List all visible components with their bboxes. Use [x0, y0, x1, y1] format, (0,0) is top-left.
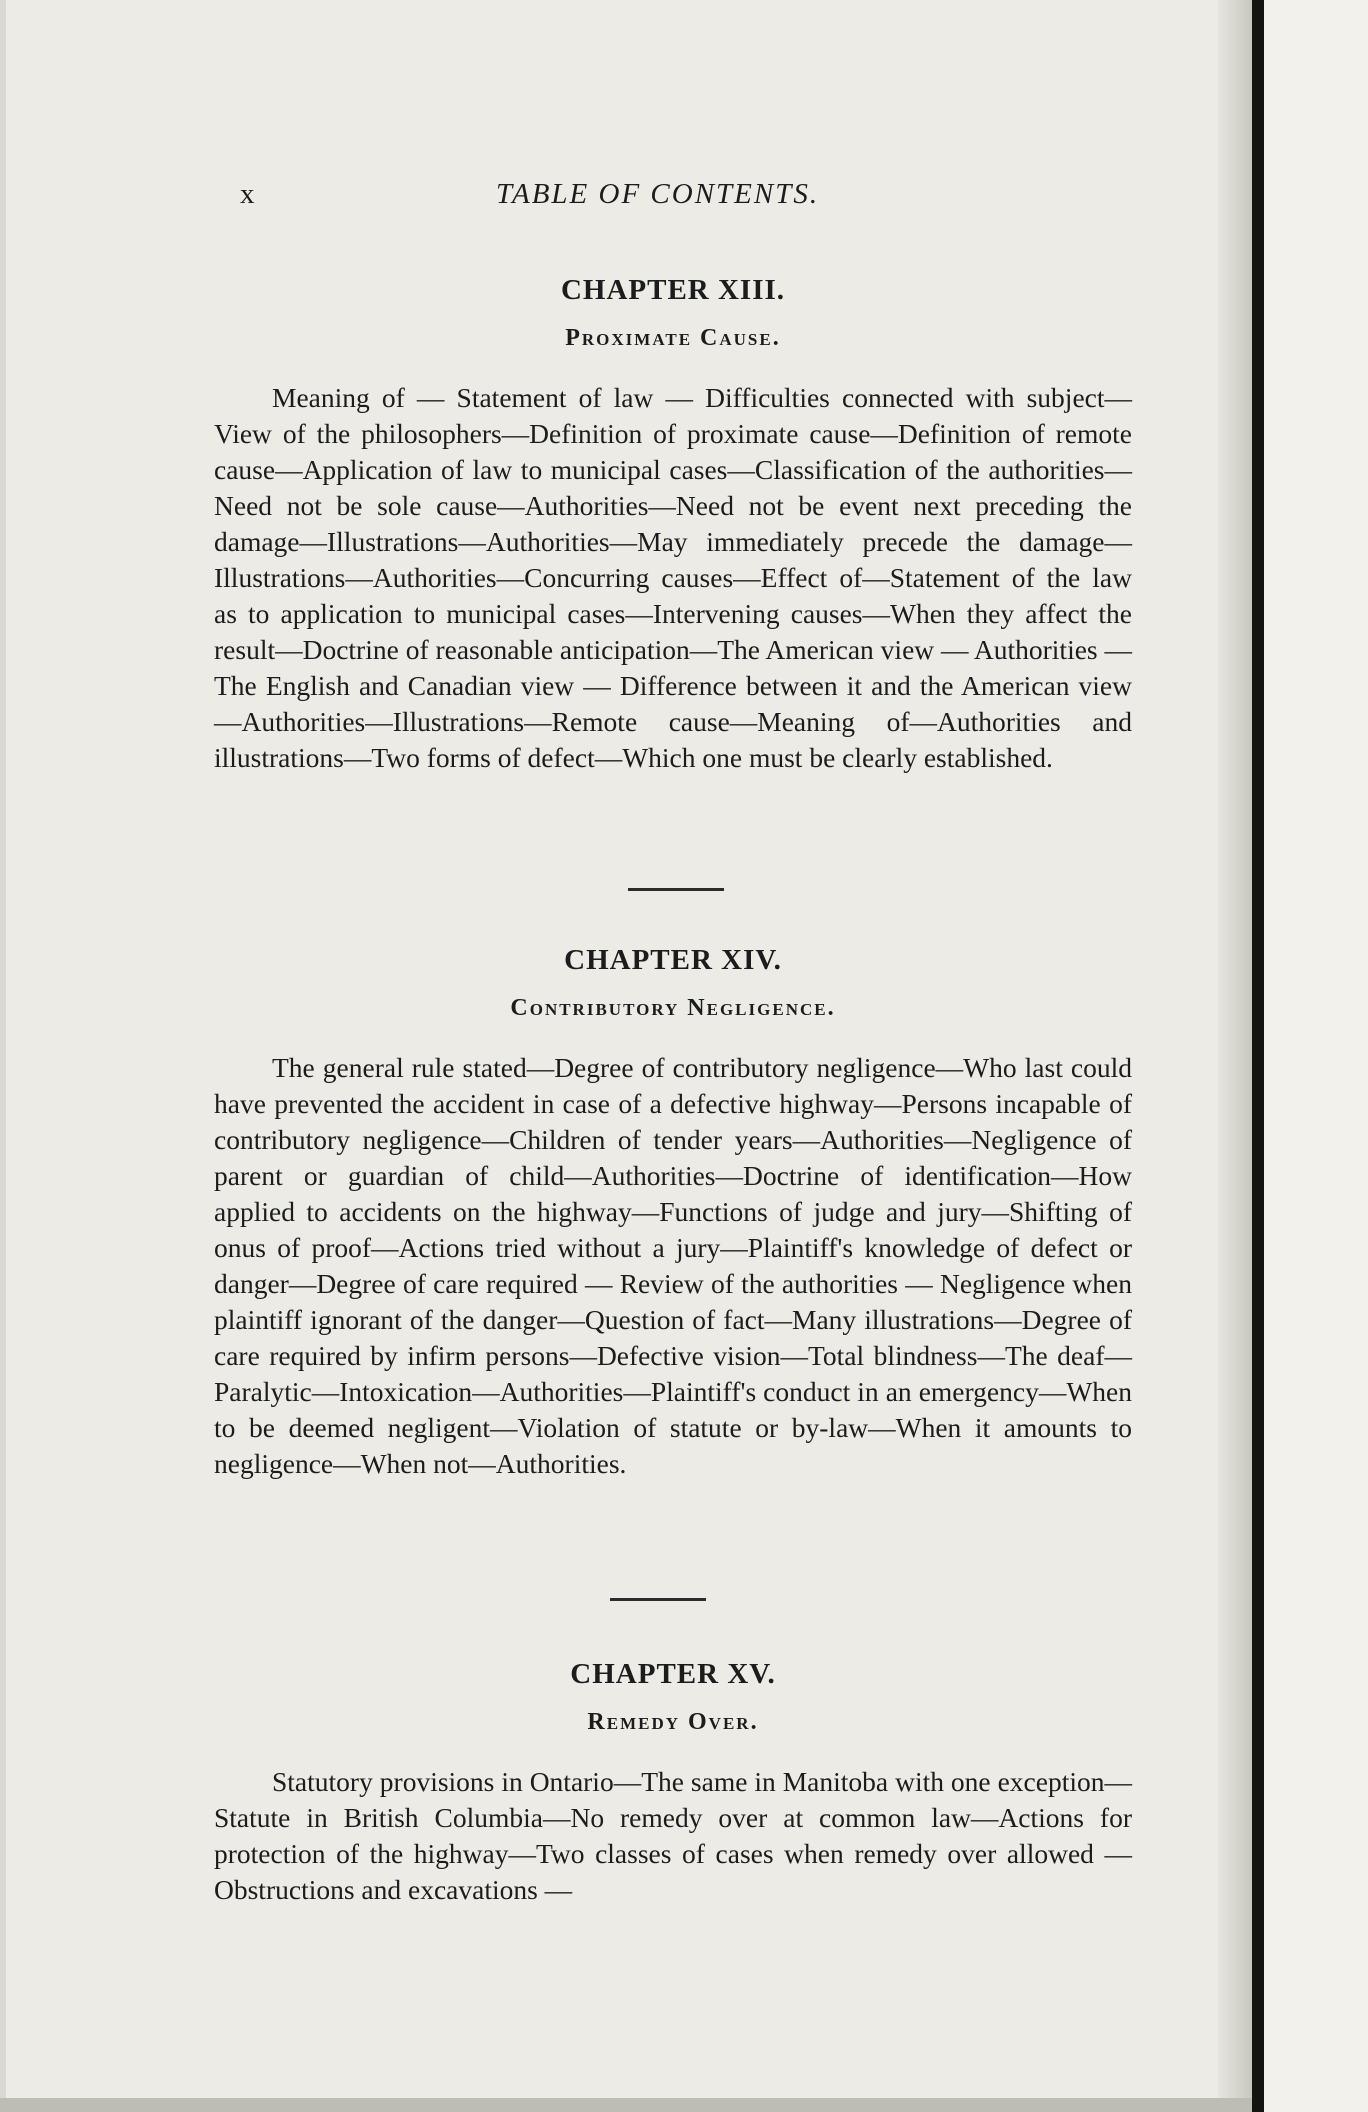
- page-bottom-edge: [0, 2098, 1252, 2112]
- chapter-subtitle: Contributory Negligence.: [510, 995, 836, 1021]
- chapter-heading: CHAPTER XV.: [570, 1658, 776, 1690]
- chapter-summary: Meaning of — Statement of law — Difficulties connected with subject—View of the philosophers—Definition of proximate cause—Definition of remote cause—Application of law to municipal cases—Classification of the authorities—Need not be sole cause—Authorities—Need not be event next preceding the damage—Illustrations—Authorities—May immediately precede the damage—Illustrations—Authorities—Concurring causes—Effect of—Statement of the law as to application to municipal cases—Intervening causes—When they affect the result—Doctrine of reasonable anticipation—The American view — Authorities — The English and Canadian view — Difference between it and the American view—Authorities—Illustrations—Remote cause—Meaning of—Authorities and illustrations—Two forms of defect—Which one must be clearly established.: [214, 382, 1132, 773]
- chapter-subtitle: Proximate Cause.: [565, 325, 781, 351]
- chapter-xv: [214, 1658, 1132, 1908]
- chapter-xiv: [214, 944, 1132, 1482]
- chapter-subtitle: Remedy Over.: [587, 1709, 759, 1735]
- page-header: [0, 178, 1252, 218]
- section-divider: [628, 888, 724, 891]
- chapter-xiii: [214, 274, 1132, 776]
- chapter-summary: The general rule stated—Degree of contributory negligence—Who last could have prevented the accident in case of a defective highway—Persons incapable of contributory negligence—Children of tender years—Authorities—Negligence of parent or guardian of child—Authorities—Doctrine of identification—How applied to accidents on the highway—Functions of judge and jury—Shifting of onus of proof—Actions tried without a jury—Plaintiff's knowledge of defect or danger—Degree of care required — Review of the authorities — Negligence when plaintiff ignorant of the danger—Question of fact—Many illustrations—Degree of care required by infirm persons—Defective vision—Total blindness—The deaf—Paralytic—Intoxication—Authorities—Plaintiff's conduct in an emergency—When to be deemed negligent—Violation of statute or by-law—When it amounts to negligence—When not—Authorities.: [214, 1052, 1132, 1479]
- chapter-heading: CHAPTER XIII.: [560, 274, 786, 306]
- page-left-edge: [0, 0, 6, 2112]
- running-title: TABLE OF CONTENTS.: [496, 178, 820, 210]
- book-gutter: [1252, 0, 1264, 2112]
- chapter-heading: CHAPTER XIV.: [564, 944, 782, 976]
- section-divider: [610, 1598, 706, 1601]
- page-right-edge: [1218, 0, 1252, 2112]
- page-number: x: [240, 178, 255, 210]
- facing-page-edge: [1264, 0, 1368, 2112]
- chapter-summary: Statutory provisions in Ontario—The same in Manitoba with one exception—Statute in British Columbia—No remedy over at common law—Actions for protection of the highway—Two classes of cases when remedy over allowed — Obstructions and excavations —: [214, 1766, 1132, 1905]
